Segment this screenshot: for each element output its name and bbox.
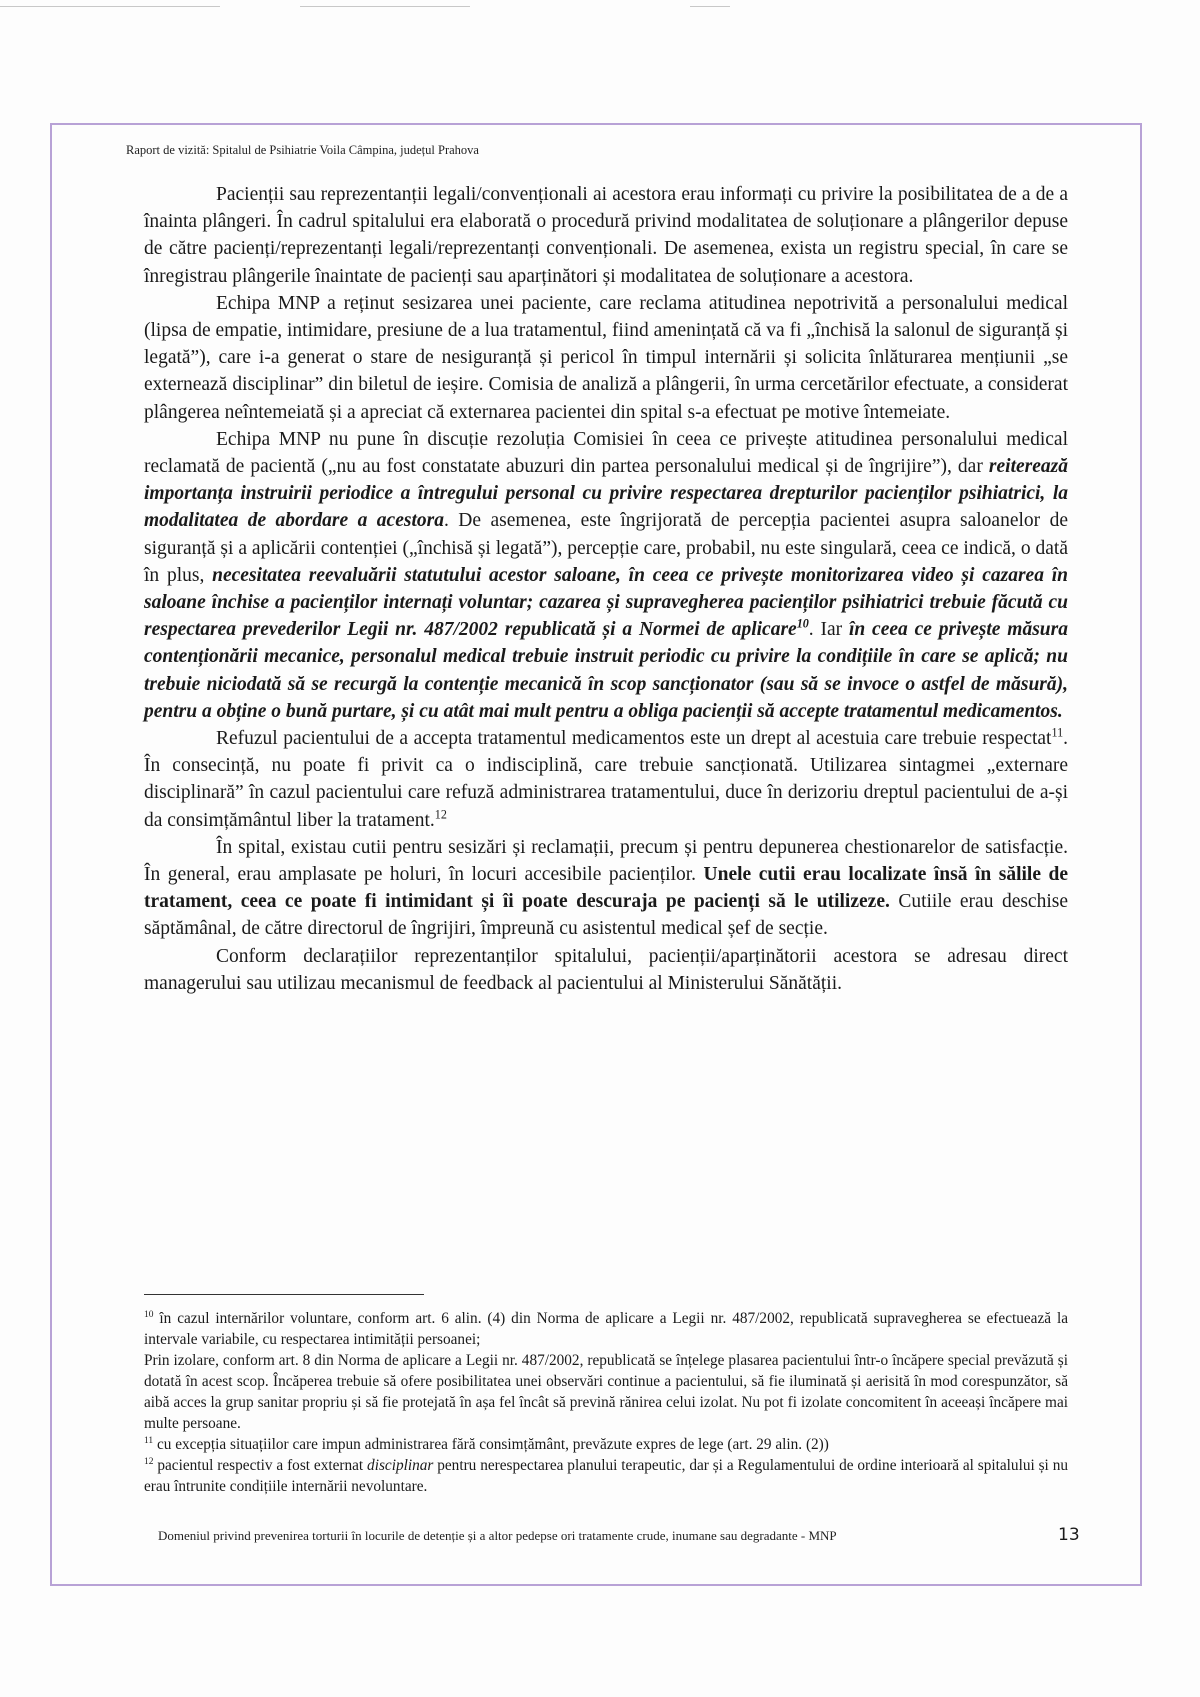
text-run: Echipa MNP nu pune în discuție rezoluția Comisiei în ceea ce privește atitudinea personalului medical reclamată de pacientă („nu au fost constatate abuzuri din partea personalului medical și de îngrijire”), dar	[144, 428, 1068, 478]
paragraph	[144, 725, 1068, 834]
text-run: Pacienții sau reprezentanții legali/convenționali ai acestora erau informați cu privire la posibilitatea de a de a înainta plângeri. În cadrul spitalului era elaborată o procedură privind modalitatea de soluționare a plângerilor depuse de către pacienți/reprezentanți legali/reprezentanți convenționali. De asemenea, exista un registru special, în care se înregistrau plângerile înaintate de pacienți sau aparținători și modalitatea de soluționare a acestora.	[144, 184, 1068, 287]
footnote-10: $^{10}$ în cazul internărilor voluntare, conform art. 6 alin. (4) din Norma de aplicare a Legii nr. 487/2002, republicată supravegherea se efectuează la intervale variabile, cu respectarea intimității persoanei;	[144, 1309, 1068, 1348]
text-run: . În consecință, nu poate fi privit ca o indisciplină, care trebuie sancționată. Utilizarea sintagmei „externare disciplinară” în cazul pacientului care refuză administrarea tratamentului, duce în derizoriu dreptul pacientului de a-și da consimțământul liber la tratament.	[144, 728, 1068, 831]
footnote-mark: 11	[144, 1435, 154, 1446]
footnote-reference: 10	[796, 616, 809, 631]
text-run: . Iar	[808, 619, 849, 641]
scan-top-marks	[0, 6, 1200, 8]
text-run: necesitatea reevaluării statutului acestor saloane, în ceea ce privește monitorizarea video și cazarea în saloane închise a pacienților internați voluntar; cazarea și supravegherea pacienților psihiatrici trebuie făcută cu respectarea prevederilor Legii nr. 487/2002 republicată și a Normei de aplicare	[144, 564, 1068, 641]
paragraph	[144, 834, 1068, 943]
text-run: Cutiile erau deschise săptămânal, de către directorul de îngrijiri, împreună cu asistentul medical șef de secție.	[144, 891, 1069, 940]
footnote-mark: 12	[144, 1456, 154, 1467]
footnote-10-continued: Prin izolare, conform art. 8 din Norma de aplicare a Legii nr. 487/2002, republicată se înțelege plasarea pacientului într-o încăpere special prevăzută și dotată în acest scop. Încăperea trebuie să ofere posibilitatea unei observări continue a pacientului, să fie iluminată și aerisită în mod corespunzător, să aibă acces la grup sanitar propriu și să fie protejată în așa fel încât să prevină rănirea celui izolat. Nu pot fi izolate concomitent în aceeași încăpere mai multe persoane.	[144, 1352, 1068, 1432]
footnote-reference: 12	[434, 807, 447, 822]
footnotes	[144, 1308, 1068, 1497]
text-run: . De asemenea, este îngrijorată de percepția pacientei asupra saloanelor de siguranță și a aplicării contenției („închisă și legată”), percepție care, probabil, nu este singulară, ceea ce indică, o dată în plus,	[144, 510, 1068, 586]
body-text	[144, 181, 1068, 997]
text-run: Conform declarațiilor reprezentanților spitalului, pacienții/aparținătorii acestora se adresau direct managerului sau utilizau mecanismul de feedback al pacientului al Ministerului Sănătății.	[144, 945, 1068, 994]
text-run: Unele cutii erau localizate însă în sălile de tratament, ceea ce poate fi intimidant și îi poate descuraja pe pacienți să le utilizeze.	[144, 864, 1068, 913]
page-number: 13	[1058, 1525, 1080, 1545]
footnote-12: $^{12}$ pacientul respectiv a fost externat disciplinar pentru nerespectarea planului terapeutic, dar și a Regulamentului de ordine interioară al spitalului și nu erau întrunite condițiile internării nevoluntare.	[144, 1456, 1068, 1495]
paragraph	[144, 426, 1068, 725]
paragraph	[144, 943, 1068, 997]
text-run: Echipa MNP a reținut sesizarea unei paciente, care reclama atitudinea nepotrivită a personalului medical (lipsa de empatie, intimidare, presiune de a lua tratamentul, fiind amenințată că va fi „închisă la salonul de siguranță și legată”), care i-a generat o stare de nesiguranță și pericol în timpul internării și solicita înlăturarea mențiunii „se externează disciplinar” din biletul de ieșire. Comisia de analiză a plângerii, în urma cercetărilor efectuate, a considerat plângerea neîntemeiată și a apreciat că externarea pacientei din spital s-a efectuat pe motive întemeiate.	[144, 292, 1068, 423]
footnote-11: $^{11}$ cu excepția situațiilor care impun administrarea fără consimțământ, prevăzute expres de lege (art. 29 alin. (2))	[144, 1435, 829, 1453]
page-footer: Domeniul privind prevenirea torturii în locurile de detenție și a altor pedepse ori tratamente crude, inumane sau degradante - MNP	[158, 1528, 837, 1543]
text-run: reiterează importanța instruirii periodice a întregului personal cu privire respectarea drepturilor pacienților psihiatrici, la modalitatea de abordare a acestora	[144, 456, 1068, 532]
footnote-mark: 10	[144, 1309, 154, 1320]
text-run: În spital, existau cutii pentru sesizări și reclamații, precum și pentru depunerea chestionarelor de satisfacție. În general, erau amplasate pe holuri, în locuri accesibile pacienților.	[144, 836, 1068, 886]
paragraph	[144, 181, 1068, 290]
page-header: Raport de vizită: Spitalul de Psihiatrie Voila Câmpina, județul Prahova	[126, 143, 479, 157]
paragraph	[144, 290, 1068, 426]
footnote-separator	[144, 1294, 424, 1295]
footnote-reference: 11	[1051, 725, 1064, 740]
text-run: Refuzul pacientului de a accepta tratamentul medicamentos este un drept al acestuia care trebuie respectat	[216, 728, 1052, 750]
text-run: în ceea ce privește măsura contenționării mecanice, personalul medical trebuie instruit periodic cu privire la condițiile în care se aplică; nu trebuie niciodată să se recurgă la contenție mecanică în scop sancționator (sau să se invoce o astfel de măsură), pentru a obține o bună purtare, și cu atât mai mult pentru a obliga pacienții să accepte tratamentul medicamentos.	[144, 619, 1068, 722]
